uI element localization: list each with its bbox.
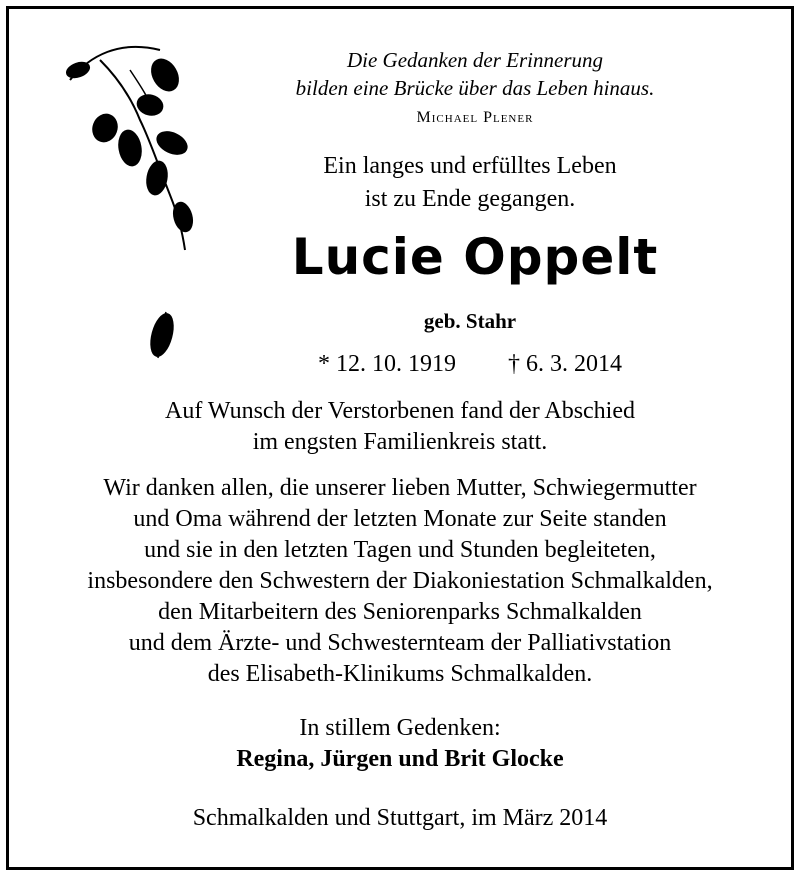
thanks-line-6: und dem Ärzte- und Schwesternteam der Palliativstation: [128, 630, 672, 656]
thanks-line-4: insbesondere den Schwestern der Diakoniestation Schmalkalden,: [87, 568, 713, 594]
thanks-line-2: und Oma während der letzten Monate zur Seite standen: [133, 506, 667, 532]
family-names: Regina, Jürgen und Brit Glocke: [236, 746, 564, 772]
farewell-line-1: Auf Wunsch der Verstorbenen fand der Abschied: [164, 398, 635, 424]
thanks-line-5: den Mitarbeitern des Seniorenparks Schmalkalden: [158, 599, 642, 625]
thanks-line-3: und sie in den letzten Tagen und Stunden begleiteten,: [144, 537, 656, 563]
intro-line-2: ist zu Ende gegangen.: [364, 186, 576, 212]
farewell-line-2: im engsten Familienkreis statt.: [252, 429, 548, 455]
life-dates: [250, 351, 690, 378]
thanks-line-7: des Elisabeth-Klinikums Schmalkalden.: [207, 661, 593, 687]
intro-line-1: Ein langes und erfülltes Leben: [323, 153, 617, 179]
quote-author: Michael Plener: [416, 109, 534, 126]
birth-date: * 12. 10. 1919: [318, 351, 456, 377]
quote-line-1: Die Gedanken der Erinnerung: [346, 48, 604, 72]
birth-name: geb. Stahr: [423, 309, 517, 333]
birch-branch-icon: [60, 40, 210, 360]
place-date: Schmalkalden und Stuttgart, im März 2014: [192, 805, 608, 831]
death-date: † 6. 3. 2014: [508, 351, 622, 377]
thanks-line-1: Wir danken allen, die unserer lieben Mutter, Schwiegermutter: [103, 475, 697, 501]
quote-line-2: bilden eine Brücke über das Leben hinaus.: [295, 76, 655, 100]
memory-line: In stillem Gedenken:: [299, 715, 501, 741]
deceased-name: Lucie Oppelt: [291, 228, 659, 286]
